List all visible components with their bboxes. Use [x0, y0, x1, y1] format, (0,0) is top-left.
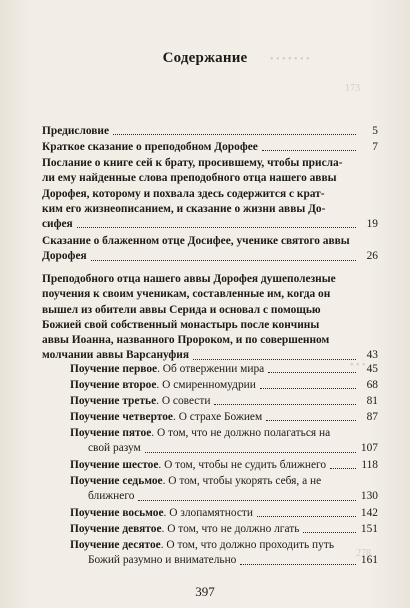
dot-leader [266, 420, 356, 421]
dot-leader [262, 150, 356, 151]
dot-leader [240, 564, 356, 565]
toc-entry[interactable]: Сказание о блаженном отце Досифее, ученике святого аввы Дорофея 26 [42, 234, 378, 265]
toc-subentry[interactable]: Поучение первое. Об отвержении мира 45 [70, 363, 378, 375]
toc-subentry[interactable]: Поучение седьмое. О том, чтобы укорять себя, а не ближнего 130 [70, 475, 378, 503]
toc-subentry[interactable]: Поучение пятое. О том, что не должно полагаться на свой разум 107 [70, 427, 378, 455]
toc-entry-title: Сказание о блаженном отце Досифее, ученике святого аввы [42, 235, 350, 247]
bleed-through-text: • • • [350, 360, 366, 371]
toc-entry[interactable]: Преподобного отца нашего аввы Дорофея душеполезные поучения к своим ученикам, составленные им, когда он вышел из обители аввы Серида и основал с помощью Божией свой собственный монастырь после кончины аввы Иоанна, названного Пророком, и по совершенном молчании аввы Варсануфия 43 [42, 272, 378, 364]
dot-leader [91, 260, 356, 261]
toc-entry[interactable] [42, 140, 378, 155]
toc-entry-title: Предисловие [42, 125, 110, 137]
dot-leader [113, 134, 356, 135]
toc-entry[interactable]: Послание о книге сей к брату, просившему, чтобы присла- ли ему найденные слова преподобного отца нашего аввы Дорофея, которому и похвала здесь содержится с крат- ким его жизнеописанием, и сказание о жизни аввы До- сифея 19 [42, 156, 378, 232]
dot-leader [214, 404, 356, 405]
dot-leader [257, 516, 356, 517]
toc-entry-page: 26 [366, 250, 378, 263]
toc-entry-title: Краткое сказание о преподобном Дорофее [42, 141, 258, 153]
toc-entry-title: Послание о книге сей к брату, просившему, чтобы присла- ли ему найденные слова преподобного отца нашего аввы Дорофея, которому и похвала здесь содержится с крат- ким его жизнеописанием, и сказание о жизни аввы До- [42, 157, 343, 215]
dot-leader [303, 532, 356, 533]
toc-entry-page: 7 [372, 141, 378, 153]
bleed-through-text: 173 [345, 83, 360, 94]
dot-leader [193, 359, 356, 360]
dot-leader [330, 468, 356, 469]
bleed-through-text: 278 [356, 548, 371, 559]
page-title: Содержание [162, 50, 248, 66]
page-number: 397 [195, 584, 215, 599]
toc-subentry[interactable]: Поучение шестое. О том, чтобы не судить ближнего 118 [70, 459, 378, 471]
toc-entry-title: Преподобного отца нашего аввы Дорофея душеполезные поучения к своим ученикам, составленные им, когда он вышел из обители аввы Серида и основал с помощью Божией свой собственный монастырь после кончины аввы Иоанна, названного Пророком, и по совершенном [42, 273, 336, 347]
bleed-through-text: • • • • • • • [270, 54, 310, 65]
dot-leader [138, 500, 356, 501]
toc-entry-page: 5 [372, 125, 378, 137]
toc-subentry[interactable]: Поучение восьмое. О злопамятности 142 [70, 507, 378, 519]
dot-leader [145, 452, 356, 453]
toc-subentry[interactable]: Поучение девятое. О том, что не должно лгать 151 [70, 523, 378, 535]
dot-leader [260, 388, 356, 389]
toc-subentry[interactable]: Поучение десятое. О том, что должно проходить путь Божий разумно и внимательно 161 [70, 539, 378, 567]
toc-entry[interactable] [42, 124, 378, 139]
toc-subentry[interactable]: Поучение третье. О совести 81 [70, 395, 378, 407]
toc-subentry[interactable]: Поучение четвертое. О страхе Божием 87 [70, 411, 378, 423]
dot-leader [268, 372, 356, 373]
dot-leader [77, 227, 356, 228]
toc-subentry[interactable]: Поучение второе. О смиренномудрии 68 [70, 379, 378, 391]
toc-entry-page: 19 [366, 218, 378, 231]
toc-entry-page: 43 [366, 349, 378, 362]
